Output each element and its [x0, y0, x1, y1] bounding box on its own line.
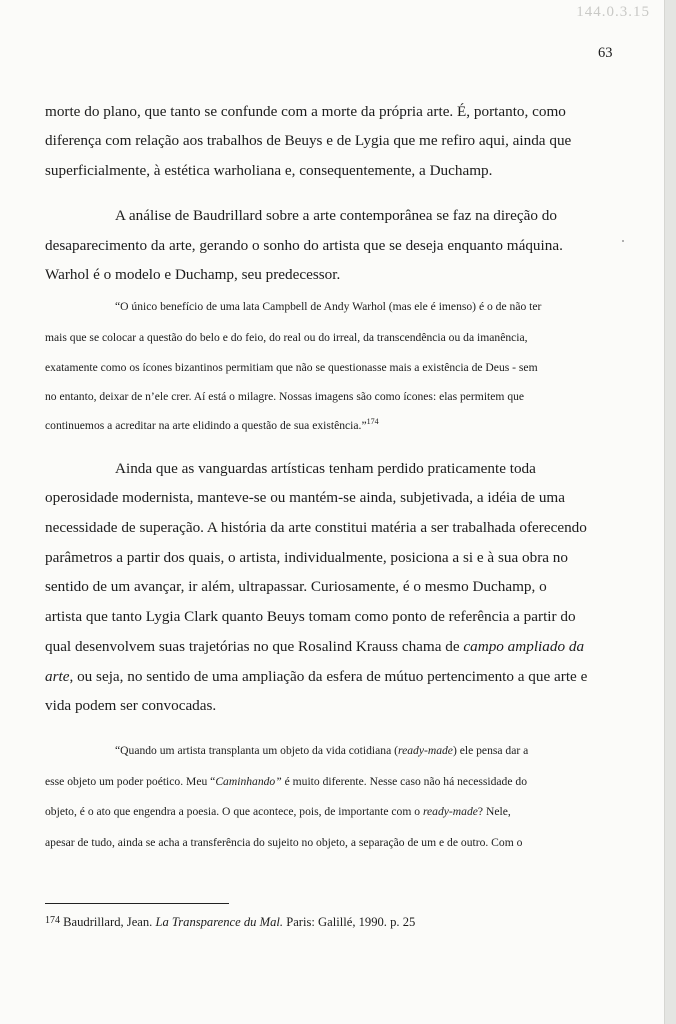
- quote-line: objeto, é o ato que engendra a poesia. O que acontece, pois, de importante com o ready-made? Nele,: [45, 805, 511, 818]
- body-line: arte, ou seja, no sentido de uma ampliação da esfera de mútuo pertencimento a que arte e: [45, 668, 588, 685]
- footnote-separator: [45, 903, 229, 904]
- footnote: $^{174}$ Baudrillard, Jean. La Transparence du Mal. Paris: Galillé, 1990. p. 25: [45, 915, 416, 929]
- quote-line: “Quando um artista transplanta um objeto da vida cotidiana (ready-made) ele pensa dar a: [115, 744, 529, 757]
- paper-speck: [622, 240, 624, 242]
- quote-line: no entanto, deixar de n’ele crer. Aí está o milagre. Nossas imagens são como ícones: elas permitem que: [45, 390, 525, 403]
- body-line: qual desenvolvem suas trajetórias no que Rosalind Krauss chama de campo ampliado da: [45, 638, 585, 655]
- body-line: desaparecimento da arte, gerando o sonho do artista que se deseja enquanto máquina.: [45, 237, 563, 254]
- body-line: morte do plano, que tanto se confunde com a morte da própria arte. É, portanto, como: [45, 103, 566, 120]
- quote-line: apesar de tudo, ainda se acha a transferência do sujeito no objeto, a separação de um e de outro. Com o: [45, 836, 523, 849]
- body-line: vida podem ser convocadas.: [45, 697, 217, 714]
- pencil-annotation: 144.0.3.15: [576, 4, 650, 20]
- quote-line: exatamente como os ícones bizantinos permitiam que não se questionasse mais a existência de Deus - sem: [45, 361, 538, 374]
- body-line: diferença com relação aos trabalhos de Beuys e de Lygia que me refiro aqui, ainda que: [45, 132, 572, 149]
- body-line: necessidade de superação. A história da arte constitui matéria a ser trabalhada oferecendo: [45, 519, 587, 536]
- body-line: sentido de um avançar, ir além, ultrapassar. Curiosamente, é o mesmo Duchamp, o: [45, 578, 547, 595]
- page-number: 63: [598, 45, 613, 61]
- body-line: Warhol é o modelo e Duchamp, seu predecessor.: [45, 266, 341, 283]
- quote-line: “O único benefício de uma lata Campbell de Andy Warhol (mas ele é imenso) é o de não ter: [115, 300, 542, 313]
- body-line: artista que tanto Lygia Clark quanto Beuys tomam como ponto de referência a partir do: [45, 608, 576, 625]
- footnote-ref: 174: [366, 417, 379, 426]
- body-line: superficialmente, à estética warholiana e, consequentemente, a Duchamp.: [45, 162, 493, 179]
- body-line: parâmetros a partir dos quais, o artista, individualmente, posiciona a si e à sua obra no: [45, 549, 568, 566]
- body-line: operosidade modernista, manteve-se ou mantém-se ainda, subjetivada, a idéia de uma: [45, 489, 565, 506]
- quote-line: continuemos a acreditar na arte elidindo a questão de sua existência.”$^{174}$: [45, 417, 379, 432]
- quote-line: esse objeto um poder poético. Meu “Caminhando” é muito diferente. Nesse caso não há necessidade do: [45, 775, 527, 788]
- body-line: Ainda que as vanguardas artísticas tenham perdido praticamente toda: [115, 460, 536, 477]
- body-line: A análise de Baudrillard sobre a arte contemporânea se faz na direção do: [115, 207, 557, 224]
- quote-line: mais que se colocar a questão do belo e do feio, do real ou do irreal, da transcendência ou da imanência,: [45, 331, 528, 344]
- footnote-number: 174: [45, 915, 60, 926]
